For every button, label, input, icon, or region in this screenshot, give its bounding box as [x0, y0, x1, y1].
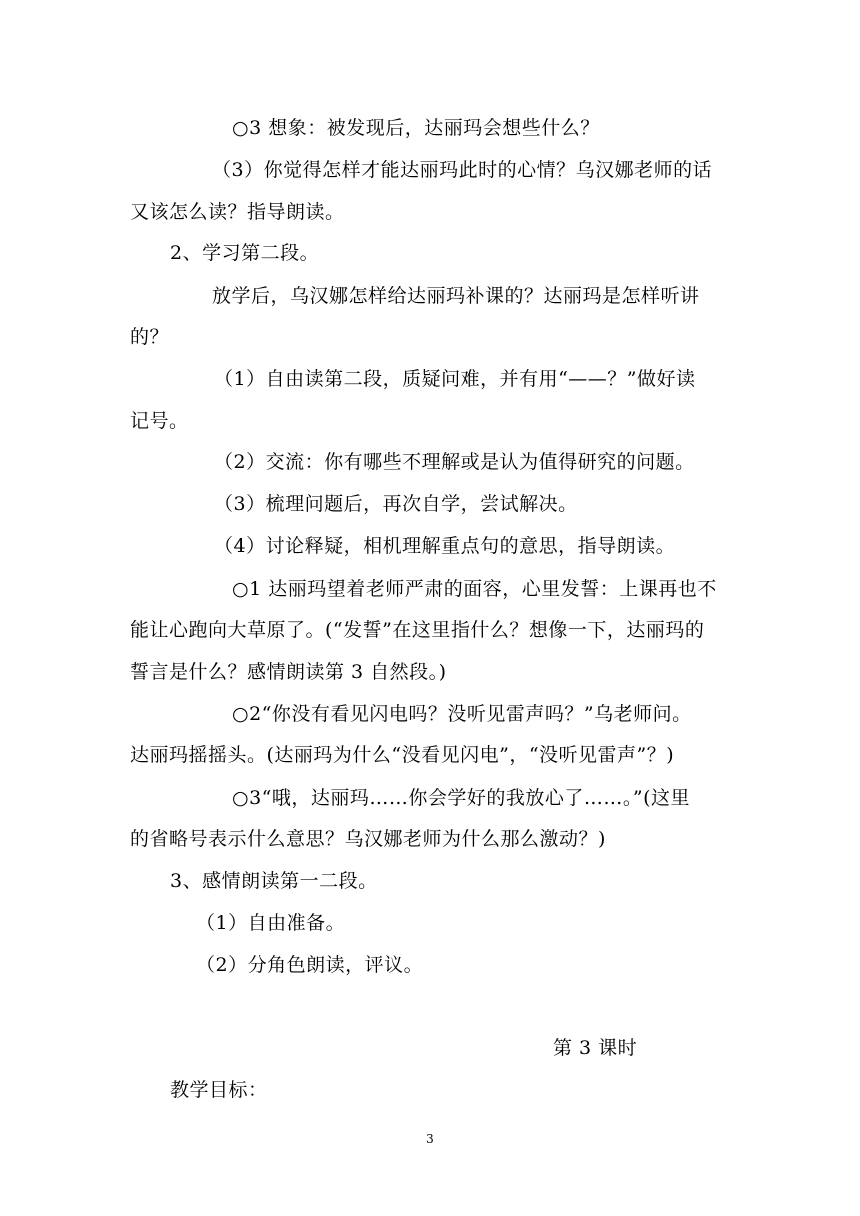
section-heading: 3、感情朗读第一二段。: [170, 870, 378, 892]
text-line: 达丽玛摇摇头。(达丽玛为什么“没看见闪电”，“没听见雷声”？): [130, 744, 675, 766]
text-line: 能让心跑向大草原了。(“发誓”在这里指什么？想像一下，达丽玛的: [130, 619, 705, 641]
text-line: （2）交流：你有哪些不理解或是认为值得研究的问题。: [214, 451, 695, 473]
text-line: （2）分角色朗读，评议。: [196, 954, 424, 976]
text-line: 记号。: [130, 410, 189, 432]
section-heading: 2、学习第二段。: [170, 242, 320, 264]
text-line: （4）讨论释疑，相机理解重点句的意思，指导朗读。: [214, 535, 676, 557]
lesson-title: 第 3 课时: [553, 1037, 638, 1059]
text-line: （1）自由读第二段，质疑问难，并有用“——？”做好读: [214, 368, 696, 390]
text-line: 又该怎么读？指导朗读。: [130, 201, 345, 223]
section-heading: 教学目标：: [170, 1079, 268, 1101]
text-line: 放学后，乌汉娜怎样给达丽玛补课的？达丽玛是怎样听讲: [212, 285, 700, 307]
text-line: ○3“哦，达丽玛……你会学好的我放心了……。”(这里: [232, 787, 691, 809]
text-line: （1）自由准备。: [196, 912, 346, 934]
page-number: 3: [426, 1132, 434, 1146]
text-line: ○2“你没有看见闪电吗？没听见雷声吗？”乌老师问。: [232, 703, 692, 725]
text-line: ○1 达丽玛望着老师严肃的面容，心里发誓：上课再也不: [232, 578, 717, 600]
text-line: 誓言是什么？感情朗读第 3 自然段。): [130, 661, 447, 683]
text-line: 的？: [130, 326, 170, 348]
text-line: （3）梳理问题后，再次自学，尝试解决。: [214, 493, 578, 515]
text-line: （3）你觉得怎样才能达丽玛此时的心情？乌汉娜老师的话: [212, 159, 713, 181]
text-line: 的省略号表示什么意思？乌汉娜老师为什么那么激动？): [130, 828, 606, 850]
text-line: ○3 想象：被发现后，达丽玛会想些什么？: [232, 117, 600, 139]
